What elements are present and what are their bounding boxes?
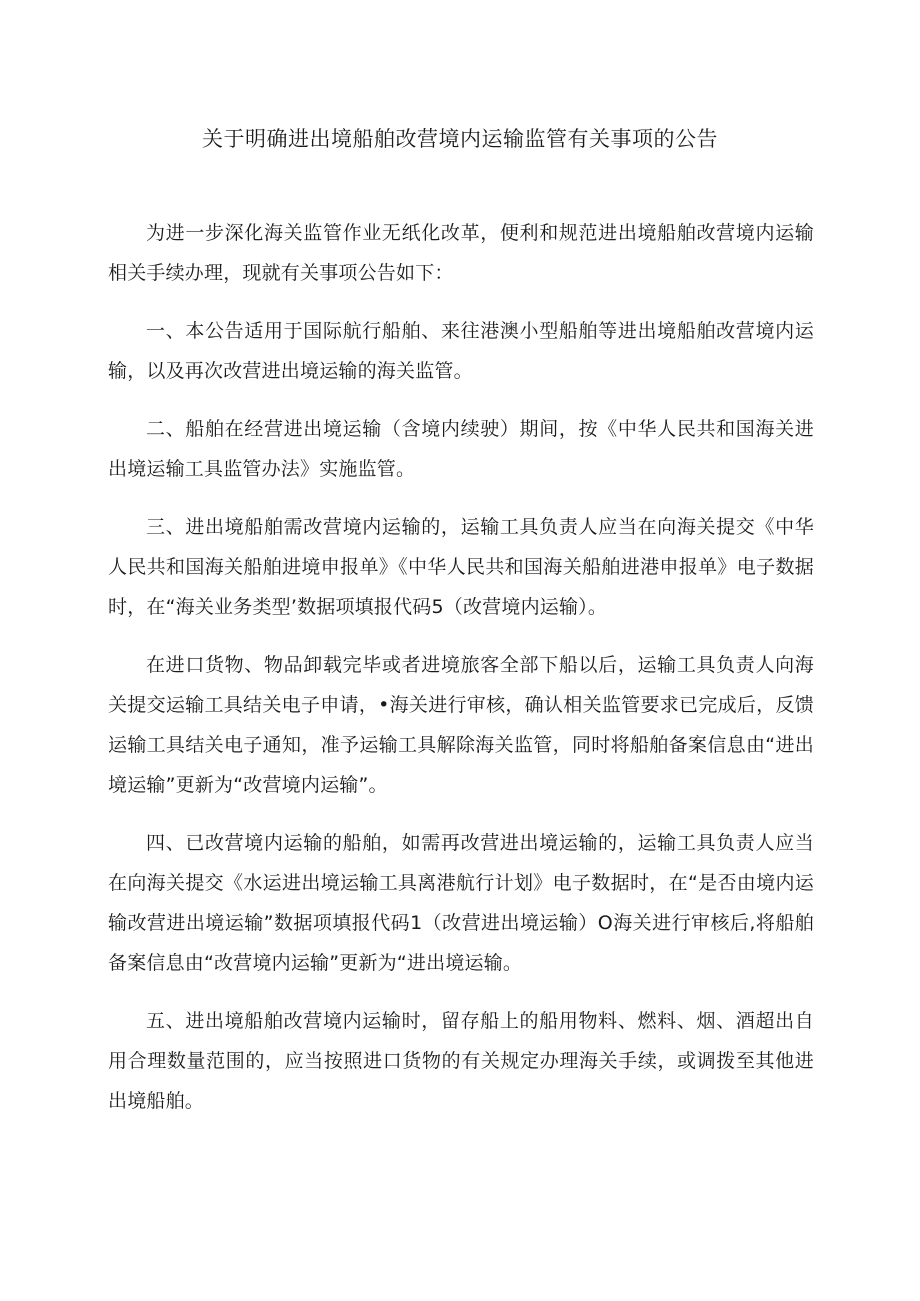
paragraph-item-5: 五、进出境船舶改营境内运输时，留存船上的船用物料、燃料、烟、酒超出自用合理数量范围的，应当按照进口货物的有关规定办理海关手续，或调拨至其他进出境船舶。 (108, 1010, 814, 1112)
paragraph-item-3: 三、进出境船舶需改营境内运输的，运输工具负责人应当在向海关提交《中华人民共和国海关船舶进境申报单》《中华人民共和国海关船舶进港申报单》电子数据时，在“海关业务类型’数据项填报代码5（改营境内运输）。 (108, 516, 814, 618)
paragraph-item-2: 二、船舶在经营进出境运输（含境内续驶）期间，按《中华人民共和国海关进出境运输工具监管办法》实施监管。 (108, 418, 814, 480)
paragraph-intro: 为进一步深化海关监管作业无纸化改革，便利和规范进出境船舶改营境内运输相关手续办理，现就有关事项公告如下： (108, 222, 814, 284)
document-body (108, 213, 814, 1139)
paragraph-item-1: 一、本公告适用于国际航行船舶、来往港澳小型船舶等进出境船舶改营境内运输，以及再次改营进出境运输的海关监管。 (108, 320, 814, 382)
paragraph-item-3-continued: 在进口货物、物品卸载完毕或者进境旅客全部下船以后，运输工具负责人向海关提交运输工具结关电子申请，•海关进行审核，确认相关监管要求已完成后，反馈运输工具结关电子通知，准予运输工具解除海关监管，同时将船舶备案信息由“进出境运输”更新为“改营境内运输”。 (108, 654, 814, 796)
document-title: 关于明确进出境船舶改营境内运输监管有关事项的公告 (202, 127, 718, 151)
paragraph-item-4: 四、已改营境内运输的船舶，如需再改营进出境运输的，运输工具负责人应当在向海关提交《水运进出境运输工具离港航行计划》电子数据时，在“是否由境内运输改营进出境运输”数据项填报代码1（改营进出境运输）O海关进行审核后,将船舶备案信息由“改营境内运输”更新为“进出境运输。 (108, 832, 814, 974)
